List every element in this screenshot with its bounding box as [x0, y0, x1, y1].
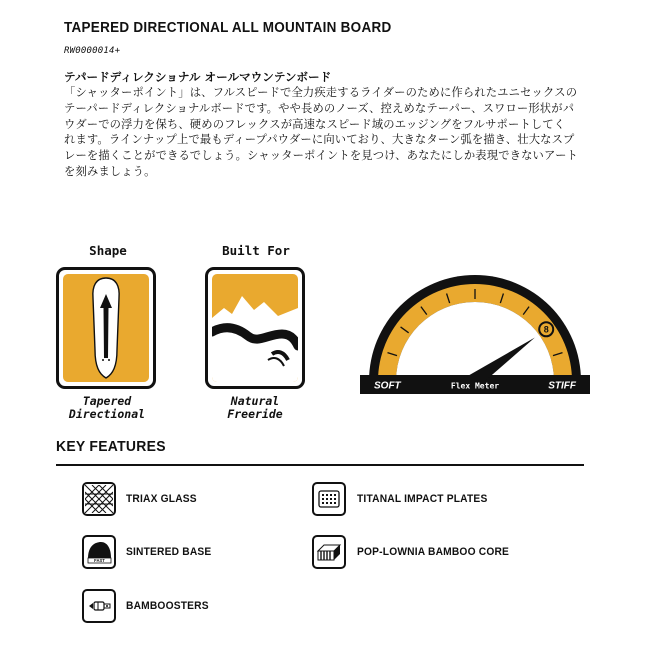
- feature-label: TRIAX GLASS: [126, 493, 197, 505]
- feature-item: [82, 482, 202, 516]
- flex-meter-title: Flex Meter: [450, 381, 500, 391]
- description-line: レーを描くことができるでしょう。シャッターポイントを見つけ、あなたにしか表現できないアート: [64, 149, 578, 163]
- description-line: を刻みましょう。: [64, 164, 156, 178]
- shape-icon-card: [56, 267, 156, 389]
- titanal-plates-icon: [312, 482, 346, 516]
- built-for-caption-line1: Natural: [230, 394, 280, 408]
- description-heading: テパードディレクショナル オールマウンテンボード: [64, 70, 332, 84]
- shape-caption-line2: Directional: [68, 407, 146, 421]
- feature-item: [82, 535, 218, 569]
- flex-meter-stiff-label: STIFF: [548, 380, 576, 392]
- description-line: ウダーでの浮力を保ち、硬めのフレックスが高速なスピード域のエッジングをフルサポートしてく: [64, 117, 566, 131]
- sintered-base-icon: [82, 535, 116, 569]
- flex-meter-gauge: [360, 260, 590, 400]
- page-title: TAPERED DIRECTIONAL ALL MOUNTAIN BOARD: [64, 20, 392, 36]
- shape-caption: [52, 395, 162, 421]
- built-for-caption: [200, 395, 310, 421]
- description-line: れます。ラインナップ上で最もディープパウダーに向いており、大きなターン弧を描き、壮大なスプ: [64, 133, 575, 147]
- shape-caption-line1: Tapered: [82, 394, 132, 408]
- built-for-caption-line2: Freeride: [227, 407, 283, 421]
- description-line: 「シャッターポイント」は、フルスピードで全力疾走するライダーのために作られたユニセックスの: [64, 86, 578, 99]
- sintered-base-icon-text: FAST: [94, 558, 105, 564]
- key-features-divider: [56, 464, 584, 466]
- built-for-icon-card: [205, 267, 305, 389]
- feature-item: [312, 482, 497, 516]
- feature-label: TITANAL IMPACT PLATES: [357, 493, 488, 505]
- bamboo-core-icon: [312, 535, 346, 569]
- flex-meter-soft-label: SOFT: [374, 380, 401, 392]
- snowboard-arrow-icon: [63, 274, 149, 382]
- shape-label: Shape: [89, 243, 127, 258]
- feature-label: BAMBOOSTERS: [126, 600, 209, 612]
- feature-label: POP-LOWNIA BAMBOO CORE: [357, 546, 510, 558]
- feature-label: SINTERED BASE: [126, 546, 212, 558]
- bamboosters-icon: [82, 589, 116, 623]
- feature-item: [312, 535, 521, 569]
- product-sku: RW0000014+: [64, 46, 121, 56]
- triax-glass-icon: [82, 482, 116, 516]
- description-body: [64, 85, 604, 180]
- feature-item: [82, 589, 215, 623]
- mountain-freeride-icon: [212, 274, 298, 382]
- built-for-label: Built For: [222, 243, 290, 258]
- flex-meter-value: 8: [543, 324, 549, 335]
- key-features-title: KEY FEATURES: [56, 438, 166, 455]
- description-line: テーパードディレクショナルボードです。やや長めのノーズ、控えめなテーパー、スワロー形状がパ: [64, 101, 575, 115]
